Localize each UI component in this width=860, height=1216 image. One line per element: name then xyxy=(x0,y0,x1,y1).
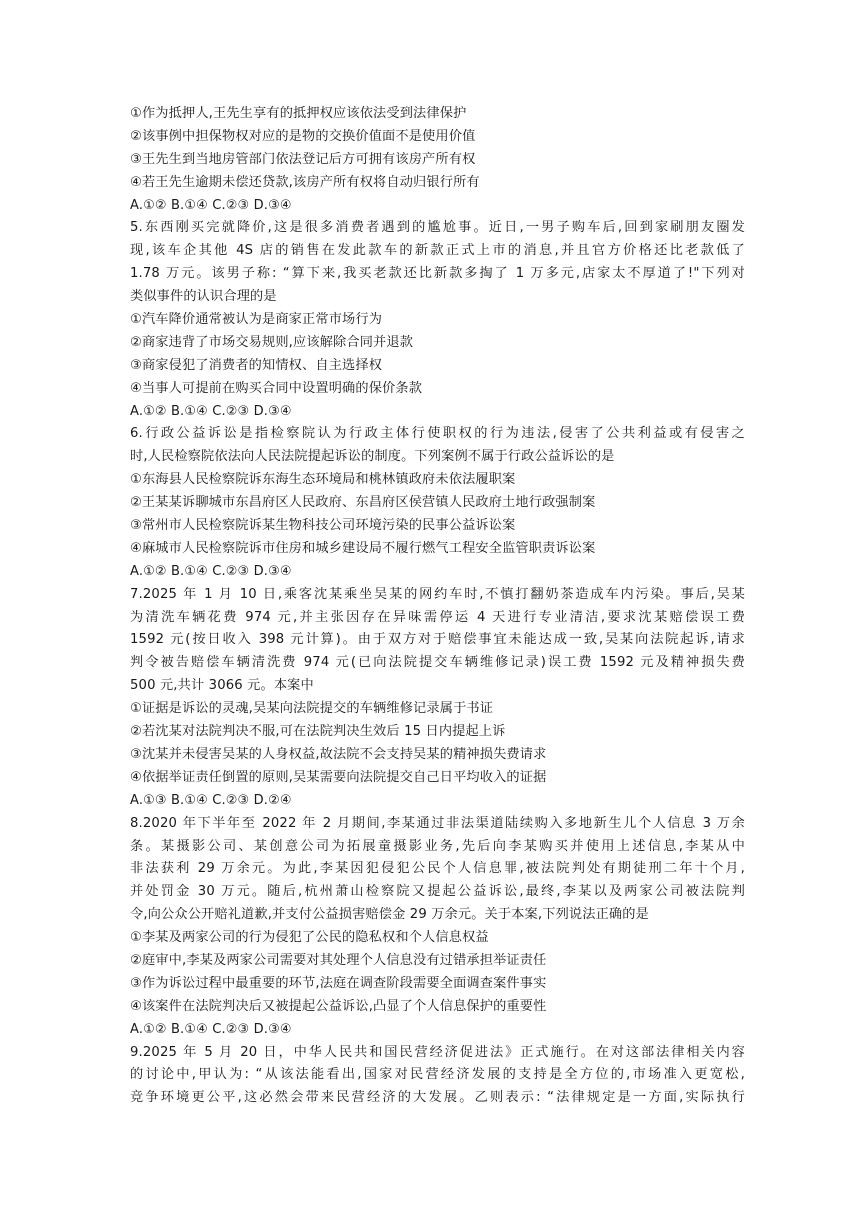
text-line: 为清洗车辆花费 974 元,并主张因存在异味需停运 4 天进行专业清洁,要求沈某赔偿误工费 xyxy=(130,609,745,625)
text-line: 并处罚金 30 万元。随后,杭州萧山检察院又提起公益诉讼,最终,李某以及两家公司被法院判 xyxy=(130,884,745,900)
text-line: 非法获利 29 万余元。为此,李某因犯侵犯公民个人信息罪,被法院判处有期徒刑二年十个月, xyxy=(130,861,745,877)
text-line: ②商家违背了市场交易规则,应该解除合同并退款 xyxy=(130,334,414,350)
text-line: ②王某某诉聊城市东昌府区人民政府、东昌府区侯营镇人民政府土地行政强制案 xyxy=(130,495,596,511)
text-line: ③沈某并未侵害吴某的人身权益,故法院不会支持吴某的精神损失费请求 xyxy=(130,746,547,762)
text-line: 8.2020 年下半年至 2022 年 2 月期间,李某通过非法渠道陆续购入多地新生儿个人信息 3 万余 xyxy=(130,815,745,831)
text-line: ③常州市人民检察院诉某生物科技公司环境污染的民事公益诉讼案 xyxy=(130,518,516,534)
document-body xyxy=(130,103,745,1110)
text-line: ②庭审中,李某及两家公司需要对其处理个人信息没有过错承担举证责任 xyxy=(130,952,547,968)
text-line: ③商家侵犯了消费者的知情权、自主选择权 xyxy=(130,357,383,373)
text-line: ②若沈某对法院判决不服,可在法院判决生效后 15 日内提起上诉 xyxy=(130,724,506,740)
text-line: 判令被告赔偿车辆清洗费 974 元(已向法院提交车辆维修记录)误工费 1592 元及精神损失费 xyxy=(130,655,745,671)
text-line: ④依据举证责任倒置的原则,吴某需要向法院提交自己日平均收入的证据 xyxy=(130,769,547,785)
text-line: ①作为抵押人,王先生享有的抵押权应该依法受到法律保护 xyxy=(130,106,467,121)
answer-options: A.①② B.①④ C.②③ D.③④ xyxy=(130,1021,292,1037)
text-line: 7.2025 年 1 月 10 日,乘客沈某乘坐吴某的网约车时,不慎打翻奶茶造成车内污染。事后,吴某 xyxy=(130,586,745,602)
text-line: ②该事例中担保物权对应的是物的交换价值面不是使用价值 xyxy=(130,128,476,144)
text-line: 500 元,共计 3066 元。本案中 xyxy=(130,678,314,694)
text-line: 1.78 万元。该男子称: “算下来,我买老款还比新款多掏了 1 万多元,店家太不厚道了!"下列对 xyxy=(130,266,745,282)
text-line: 条。某摄影公司、某创意公司为拓展童摄影业务,先后向李某购买并使用上述信息,李某从中 xyxy=(130,838,745,854)
text-line: 现,该车企其他 4S 店的销售在发此款车的新款正式上市的消息,并且官方价格还比老款低了 xyxy=(130,243,745,259)
text-line: ①证据是诉讼的灵魂,吴某向法院提交的车辆维修记录属于书证 xyxy=(130,701,494,717)
text-line: 1592 元(按日收入 398 元计算)。由于双方对于赔偿事宜未能达成一致,吴某向法院起诉,请求 xyxy=(130,632,745,648)
text-line: ④当事人可提前在购买合同中设置明确的保价条款 xyxy=(130,380,423,396)
text-line: ①东海县人民检察院诉东海生态环境局和桃林镇政府未依法履职案 xyxy=(130,472,516,488)
text-line: ④该案件在法院判决后又被提起公益诉讼,凸显了个人信息保护的重要性 xyxy=(130,998,547,1014)
text-line: ①李某及两家公司的行为侵犯了公民的隐私权和个人信息权益 xyxy=(130,930,489,946)
text-line: 的讨论中,甲认为: “从该法能看出,国家对民营经济发展的支持是全方位的,市场准入更宽松, xyxy=(130,1067,745,1083)
text-line: ①汽车降价通常被认为是商家正常市场行为 xyxy=(130,312,383,328)
text-line: 时,人民检察院依法向人民法院提起诉讼的制度。下列案例不属于行政公益诉讼的是 xyxy=(130,449,615,465)
text-line: ③王先生到当地房管部门依法登记后方可拥有该房产所有权 xyxy=(130,151,476,167)
text-line: ③作为诉讼过程中最重要的环节,法庭在调查阶段需要全面调查案件事实 xyxy=(130,975,547,991)
text-line: 9.2025 年 5 月 20 日，中华人民共和国民营经济促进法》正式施行。在对这部法律相关内容 xyxy=(130,1044,745,1060)
answer-options: A.①② B.①④ C.②③ D.③④ xyxy=(130,563,292,579)
answer-options: A.①② B.①④ C.②③ D.③④ xyxy=(130,197,292,213)
answer-options: A.①② B.①④ C.②③ D.③④ xyxy=(130,403,292,419)
answer-options: A.①③ B.①④ C.②③ D.②④ xyxy=(130,792,292,808)
text-line: 类似事件的认识合理的是 xyxy=(130,289,277,305)
text-line: 竞争环境更公平,这必然会带来民营经济的大发展。乙则表示: “法律规定是一方面,实际执行 xyxy=(130,1090,745,1106)
text-line: ④若王先生逾期未偿还贷款,该房产所有权将自动归银行所有 xyxy=(130,174,480,190)
text-line: 5.东西刚买完就降价,这是很多消费者遇到的尴尬事。近日,一男子购车后,回到家刷朋友圈发 xyxy=(130,220,745,236)
text-line: 令,向公众公开赔礼道歉,并支付公益损害赔偿金 29 万余元。关于本案,下列说法正确的是 xyxy=(130,907,649,923)
text-line: 6.行政公益诉讼是指检察院认为行政主体行使职权的行为违法,侵害了公共利益或有侵害之 xyxy=(130,426,745,442)
text-line: ④麻城市人民检察院诉市住房和城乡建设局不履行燃气工程安全监管职责诉讼案 xyxy=(130,540,596,556)
